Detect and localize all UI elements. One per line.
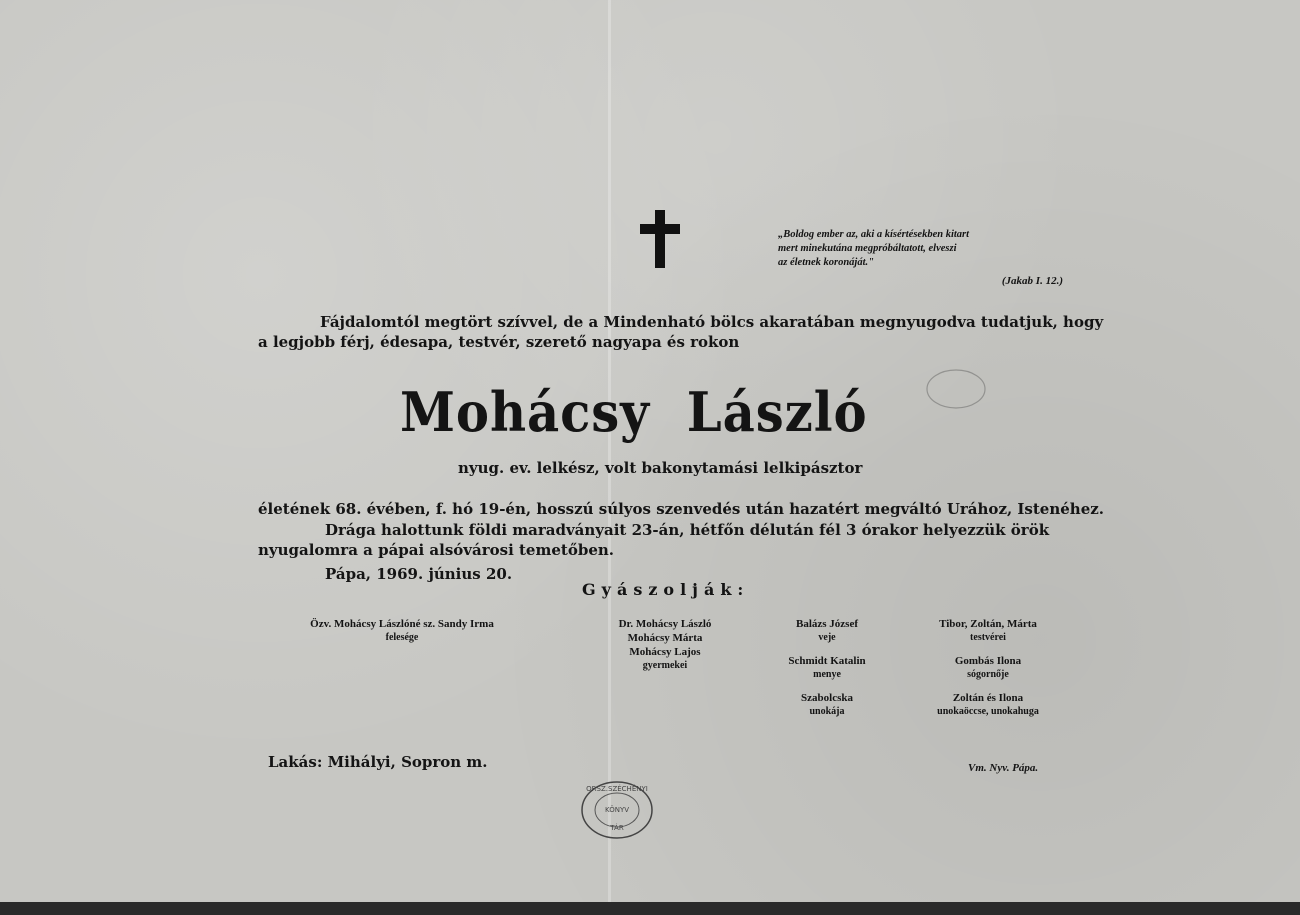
mourners-column-2 — [590, 617, 740, 682]
mourners-heading: Gyászolják: — [582, 580, 750, 599]
scan-edge — [0, 902, 1300, 915]
library-stamp-icon — [580, 780, 654, 840]
verse-line: „Boldog ember az, aki a kísértésekben kitart — [778, 229, 970, 240]
mourner-relation: felesége — [385, 632, 419, 643]
intro-line-1: Fájdalomtól megtört szívvel, de a Mindenható bölcs akaratában megnyugodva tudatjuk, hogy — [320, 313, 1104, 331]
bible-verse — [778, 228, 1063, 288]
mourner-group — [908, 691, 1068, 719]
mourner-relation: menye — [813, 669, 841, 680]
mourner-group — [762, 654, 892, 682]
mourner-name: Özv. Mohácsy Lászlóné sz. Sandy Irma — [310, 618, 494, 630]
faint-stamp-mark — [925, 368, 987, 410]
verse-line: az életnek koronáját." — [778, 257, 874, 268]
body-line-1: életének 68. évében, f. hó 19-én, hosszú súlyos szenvedés után hazatért megváltó Urához, Istenéhez. — [258, 500, 1104, 518]
deceased-surname: Mohácsy — [400, 380, 650, 444]
residence: Lakás: Mihályi, Sopron m. — [268, 753, 488, 771]
deceased-name — [400, 380, 888, 444]
mourner-name: Mohácsy Márta — [627, 632, 703, 644]
mourner-relation: unokaöccse, unokahuga — [937, 706, 1039, 717]
mourner-relation: unokája — [809, 706, 845, 717]
mourner-name: Tibor, Zoltán, Márta — [939, 618, 1037, 630]
stamp-text: TÁR — [610, 824, 624, 832]
mourner-relation: veje — [818, 632, 836, 643]
deceased-given-name: László — [686, 380, 868, 444]
place-date: Pápa, 1969. június 20. — [325, 565, 513, 583]
body-line-2: Drága halottunk földi maradványait 23-án, hétfőn délután fél 3 órakor helyezzük örök — [325, 521, 1050, 539]
mourner-relation: sógornője — [967, 669, 1009, 680]
body-line-3: nyugalomra a pápai alsóvárosi temetőben. — [258, 541, 614, 559]
verse-line: mert minekutána megpróbáltatott, elveszi — [778, 243, 957, 254]
stamp-text: ORSZ.SZÉCHÉNYI — [586, 785, 648, 793]
mourner-name: Mohácsy Lajos — [629, 646, 701, 658]
mourner-group — [262, 617, 542, 645]
mourner-relation: testvérei — [970, 632, 1006, 643]
mourner-group — [908, 617, 1068, 645]
mourners-column-1 — [262, 617, 542, 654]
mourner-name: Dr. Mohácsy László — [618, 618, 712, 630]
mourner-group — [762, 617, 892, 645]
mourners-column-3 — [762, 617, 892, 728]
stamp-text: KÖNYV — [604, 806, 630, 814]
mourner-relation: gyermekei — [642, 660, 688, 671]
mourners-column-4 — [908, 617, 1068, 728]
mourner-group — [908, 654, 1068, 682]
paper-fold — [608, 0, 611, 915]
mourner-name: Szabolcska — [801, 692, 853, 704]
intro-line-2: a legjobb férj, édesapa, testvér, szerető nagyapa és rokon — [258, 333, 740, 351]
mourner-name: Balázs József — [795, 618, 858, 630]
printer-mark: Vm. Nyv. Pápa. — [968, 762, 1039, 774]
cross-icon — [640, 210, 680, 268]
verse-reference: (Jakab I. 12.) — [1001, 275, 1063, 287]
deceased-title: nyug. ev. lelkész, volt bakonytamási lelkipásztor — [458, 459, 863, 477]
mourner-name: Gombás Ilona — [954, 655, 1022, 667]
mourner-name: Zoltán és Ilona — [952, 692, 1024, 704]
mourner-group — [762, 691, 892, 719]
mourner-name: Schmidt Katalin — [788, 655, 866, 667]
mourner-group — [590, 617, 740, 673]
